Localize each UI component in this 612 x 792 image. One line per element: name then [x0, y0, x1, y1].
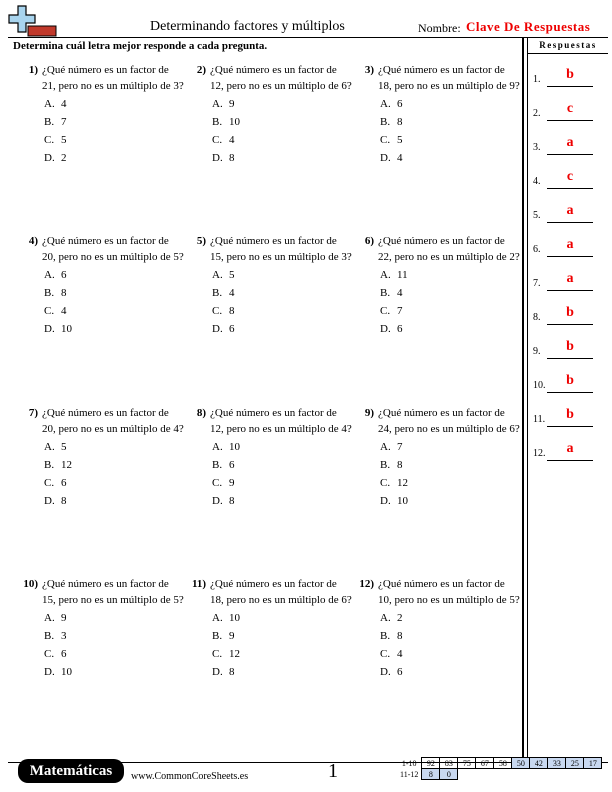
question-text: ¿Qué número es un factor de 24, pero no es un múltiplo de 6? [378, 407, 520, 435]
option-letter: A. [212, 98, 223, 110]
option-letter: B. [380, 630, 391, 642]
option-value: 10 [229, 116, 240, 128]
option-value: 9 [229, 630, 235, 642]
answer-option [380, 285, 520, 301]
option-value: 4 [229, 287, 235, 299]
answer-option [44, 439, 184, 455]
option-value: 10 [229, 612, 240, 624]
option-letter: D. [380, 152, 391, 164]
answer-line [547, 86, 593, 87]
answer-number: 7. [533, 278, 541, 289]
answer-option [380, 457, 520, 473]
answer-option [212, 628, 352, 644]
option-value: 3 [61, 630, 67, 642]
option-value: 5 [61, 134, 67, 146]
answer-value: c [566, 101, 574, 116]
question-text: ¿Qué número es un factor de 21, pero no es un múltiplo de 3? [42, 64, 184, 92]
option-letter: A. [212, 269, 223, 281]
option-letter: B. [44, 116, 55, 128]
answer-option [212, 439, 352, 455]
option-value: 6 [61, 477, 67, 489]
answer-option [212, 664, 352, 680]
answer-option [44, 114, 184, 130]
question-number: 3) [364, 64, 374, 76]
option-letter: C. [44, 305, 55, 317]
option-value: 8 [61, 495, 67, 507]
name-value: Clave De Respuestas [466, 19, 591, 34]
option-letter: A. [212, 441, 223, 453]
option-letter: A. [44, 269, 55, 281]
option-value: 8 [229, 495, 235, 507]
option-letter: C. [44, 134, 55, 146]
answer-line [547, 256, 593, 257]
option-letter: D. [44, 666, 55, 678]
score-cell: 92 [422, 758, 440, 769]
answer-number: 1. [533, 74, 541, 85]
option-letter: D. [212, 666, 223, 678]
score-cell: 83 [440, 758, 458, 769]
option-value: 5 [397, 134, 403, 146]
answer-number: 4. [533, 176, 541, 187]
score-cell: 8 [422, 769, 440, 780]
question-block [18, 233, 184, 337]
question-block [18, 405, 184, 509]
question-text: ¿Qué número es un factor de 22, pero no es un múltiplo de 2? [378, 235, 520, 263]
option-value: 6 [397, 323, 403, 335]
answer-number: 9. [533, 346, 541, 357]
option-letter: D. [380, 666, 391, 678]
answer-option [212, 475, 352, 491]
score-cell: 25 [566, 758, 584, 769]
question-block [354, 405, 520, 509]
option-value: 6 [397, 666, 403, 678]
answer-value: c [566, 169, 574, 184]
answer-option [380, 646, 520, 662]
question-block [354, 576, 520, 680]
answer-option [212, 610, 352, 626]
score-table [398, 757, 602, 780]
question-number: 2) [196, 64, 206, 76]
question-text: ¿Qué número es un factor de 18, pero no es un múltiplo de 9? [378, 64, 520, 92]
answer-option [212, 132, 352, 148]
option-letter: B. [212, 287, 223, 299]
option-value: 12 [397, 477, 408, 489]
option-value: 4 [397, 287, 403, 299]
option-letter: D. [44, 495, 55, 507]
option-letter: B. [380, 287, 391, 299]
question-number: 10) [23, 578, 38, 590]
option-value: 8 [229, 152, 235, 164]
option-letter: D. [380, 323, 391, 335]
question-block [354, 62, 520, 166]
answer-value: b [566, 305, 574, 320]
answer-number: 8. [533, 312, 541, 323]
score-cell: 33 [548, 758, 566, 769]
answer-number: 10. [533, 380, 546, 391]
option-value: 6 [397, 98, 403, 110]
answer-option [380, 267, 520, 283]
answer-column-border [522, 38, 524, 762]
answer-option [44, 321, 184, 337]
score-row [398, 769, 602, 780]
answer-option [44, 150, 184, 166]
answer-option [380, 132, 520, 148]
option-value: 7 [397, 441, 403, 453]
option-letter: A. [380, 441, 391, 453]
option-letter: C. [44, 648, 55, 660]
option-value: 8 [397, 459, 403, 471]
option-value: 8 [61, 287, 67, 299]
option-letter: A. [380, 269, 391, 281]
answer-option [44, 646, 184, 662]
question-number: 7) [28, 407, 38, 419]
answer-option [212, 457, 352, 473]
answer-line [547, 426, 593, 427]
question-number: 9) [364, 407, 374, 419]
question-block [186, 405, 352, 509]
answer-line [547, 120, 593, 121]
score-cell: 42 [530, 758, 548, 769]
option-value: 7 [397, 305, 403, 317]
option-letter: B. [212, 630, 223, 642]
answer-option [380, 493, 520, 509]
question-text: ¿Qué número es un factor de 12, pero no es un múltiplo de 4? [210, 407, 352, 435]
answer-value: b [566, 407, 574, 422]
question-text: ¿Qué número es un factor de 20, pero no es un múltiplo de 4? [42, 407, 184, 435]
option-value: 7 [61, 116, 67, 128]
answer-option [212, 285, 352, 301]
question-number: 1) [28, 64, 38, 76]
option-letter: C. [44, 477, 55, 489]
option-value: 6 [229, 459, 235, 471]
question-number: 6) [364, 235, 374, 247]
option-value: 10 [229, 441, 240, 453]
question-block [18, 62, 184, 166]
answer-option [380, 439, 520, 455]
option-value: 9 [229, 98, 235, 110]
option-value: 4 [61, 98, 67, 110]
answer-option [380, 303, 520, 319]
answer-value: a [566, 203, 574, 218]
option-letter: A. [212, 612, 223, 624]
option-letter: D. [212, 495, 223, 507]
option-letter: B. [44, 459, 55, 471]
question-text: ¿Qué número es un factor de 20, pero no es un múltiplo de 5? [42, 235, 184, 263]
answer-option [380, 475, 520, 491]
answer-option [212, 114, 352, 130]
option-value: 8 [397, 116, 403, 128]
worksheet-title: Determinando factores y múltiplos [150, 19, 345, 34]
answer-number: 11. [533, 414, 546, 425]
answer-line [547, 392, 593, 393]
option-letter: C. [380, 477, 391, 489]
answer-option [44, 132, 184, 148]
question-number: 11) [191, 578, 206, 590]
answer-option [44, 493, 184, 509]
option-letter: B. [380, 459, 391, 471]
answer-option [212, 150, 352, 166]
answer-line [547, 290, 593, 291]
score-cell: 75 [458, 758, 476, 769]
option-letter: D. [380, 495, 391, 507]
answer-line [547, 358, 593, 359]
answer-column-border-inner [527, 38, 528, 762]
answer-number: 3. [533, 142, 541, 153]
answer-line [547, 154, 593, 155]
question-block [18, 576, 184, 680]
question-block [186, 233, 352, 337]
option-letter: A. [44, 98, 55, 110]
answer-number: 2. [533, 108, 541, 119]
score-cell: 50 [512, 758, 530, 769]
option-letter: C. [380, 305, 391, 317]
option-value: 2 [61, 152, 67, 164]
question-number: 8) [196, 407, 206, 419]
answer-option [380, 150, 520, 166]
option-value: 4 [397, 648, 403, 660]
answer-option [44, 267, 184, 283]
name-label: Nombre: [418, 21, 461, 35]
answer-option [212, 96, 352, 112]
option-letter: A. [44, 612, 55, 624]
question-text: ¿Qué número es un factor de 15, pero no es un múltiplo de 5? [42, 578, 184, 606]
option-letter: B. [212, 459, 223, 471]
question-number: 12) [359, 578, 374, 590]
answer-option [44, 475, 184, 491]
option-value: 8 [229, 666, 235, 678]
option-letter: A. [380, 98, 391, 110]
answer-option [44, 96, 184, 112]
answer-number: 6. [533, 244, 541, 255]
answer-option [212, 267, 352, 283]
option-letter: A. [44, 441, 55, 453]
answer-value: a [566, 135, 574, 150]
option-letter: A. [380, 612, 391, 624]
option-value: 10 [61, 666, 72, 678]
answer-option [212, 303, 352, 319]
answer-value: b [566, 67, 574, 82]
question-text: ¿Qué número es un factor de 18, pero no es un múltiplo de 6? [210, 578, 352, 606]
answer-option [380, 664, 520, 680]
option-letter: C. [212, 648, 223, 660]
score-cell: 58 [494, 758, 512, 769]
option-letter: C. [212, 134, 223, 146]
option-value: 6 [229, 323, 235, 335]
answer-option [380, 610, 520, 626]
answer-number: 5. [533, 210, 541, 221]
option-value: 4 [61, 305, 67, 317]
instructions: Determina cuál letra mejor responde a cada pregunta. [13, 40, 268, 52]
score-row-label: 11-12 [400, 769, 419, 779]
option-value: 12 [229, 648, 240, 660]
option-letter: B. [212, 116, 223, 128]
question-text: ¿Qué número es un factor de 12, pero no es un múltiplo de 6? [210, 64, 352, 92]
answer-option [44, 664, 184, 680]
option-letter: D. [44, 152, 55, 164]
score-cell: 0 [440, 769, 458, 780]
option-value: 5 [229, 269, 235, 281]
option-letter: C. [212, 305, 223, 317]
score-row-label: 1-10 [401, 758, 417, 768]
option-value: 9 [229, 477, 235, 489]
answer-option [44, 628, 184, 644]
question-number: 4) [28, 235, 38, 247]
answer-option [212, 646, 352, 662]
option-value: 5 [61, 441, 67, 453]
answer-option [380, 96, 520, 112]
answer-value: a [566, 441, 574, 456]
question-text: ¿Qué número es un factor de 15, pero no es un múltiplo de 3? [210, 235, 352, 263]
question-block [354, 233, 520, 337]
answer-option [44, 457, 184, 473]
score-cell: 67 [476, 758, 494, 769]
answer-value: a [566, 237, 574, 252]
question-block [186, 576, 352, 680]
option-letter: B. [380, 116, 391, 128]
brand-badge: Matemáticas [18, 759, 124, 783]
option-letter: C. [212, 477, 223, 489]
answer-line [547, 460, 593, 461]
score-cell: 17 [584, 758, 602, 769]
answer-option [212, 321, 352, 337]
option-value: 6 [61, 269, 67, 281]
option-letter: C. [380, 648, 391, 660]
option-letter: B. [44, 630, 55, 642]
option-value: 2 [397, 612, 403, 624]
answer-line [547, 188, 593, 189]
option-letter: C. [380, 134, 391, 146]
option-letter: D. [212, 323, 223, 335]
option-value: 10 [397, 495, 408, 507]
answer-value: a [566, 271, 574, 286]
answer-option [44, 303, 184, 319]
option-letter: D. [212, 152, 223, 164]
option-value: 11 [397, 269, 408, 281]
answer-line [547, 222, 593, 223]
answer-number: 12. [533, 448, 546, 459]
option-value: 10 [61, 323, 72, 335]
answer-line [547, 324, 593, 325]
option-value: 9 [61, 612, 67, 624]
option-value: 4 [397, 152, 403, 164]
answers-header-divider [528, 53, 608, 54]
answer-option [380, 114, 520, 130]
answer-value: b [566, 339, 574, 354]
plus-logo-icon [8, 4, 58, 40]
answer-option [44, 285, 184, 301]
option-letter: D. [44, 323, 55, 335]
option-value: 8 [229, 305, 235, 317]
answer-option [380, 321, 520, 337]
answer-value: b [566, 373, 574, 388]
answer-option [380, 628, 520, 644]
option-value: 8 [397, 630, 403, 642]
question-text: ¿Qué número es un factor de 10, pero no es un múltiplo de 5? [378, 578, 520, 606]
header-divider [8, 37, 608, 38]
option-value: 4 [229, 134, 235, 146]
question-block [186, 62, 352, 166]
answers-header: Respuestas [539, 40, 597, 50]
site-url: www.CommonCoreSheets.es [131, 771, 249, 782]
question-number: 5) [196, 235, 206, 247]
option-letter: B. [44, 287, 55, 299]
score-row [398, 758, 602, 769]
option-value: 12 [61, 459, 72, 471]
answer-option [44, 610, 184, 626]
option-value: 6 [61, 648, 67, 660]
answer-option [212, 493, 352, 509]
page-number: 1 [328, 760, 338, 782]
